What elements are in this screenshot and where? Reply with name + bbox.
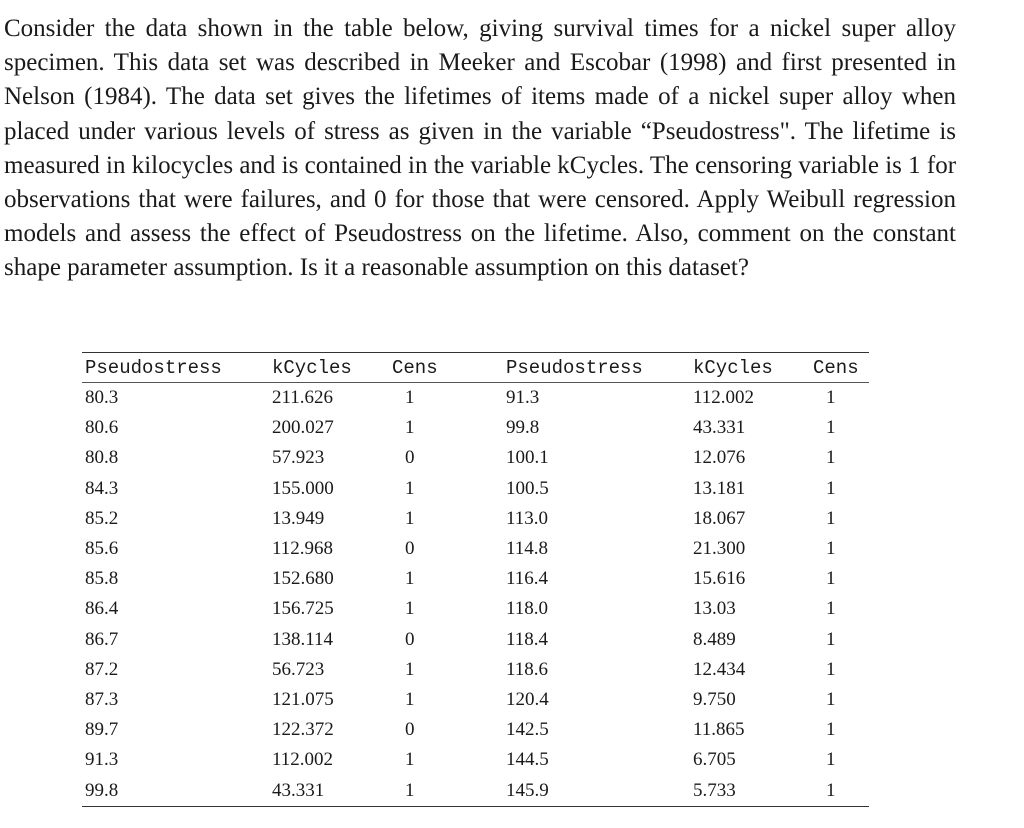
pseudostress-cell: 86.4 [85,598,119,620]
kcycles-cell: 12.076 [693,447,746,469]
kcycles-cell: 156.725 [272,598,334,620]
cens-cell: 1 [826,658,836,680]
kcycles-cell: 200.027 [272,417,334,439]
pseudostress-cell: 87.2 [85,658,119,680]
cens-cell: 0 [405,538,415,560]
table-row [82,685,869,715]
header-pseudostress: Pseudostress [82,353,269,383]
cens-cell: 1 [826,477,836,499]
pseudostress-cell: 89.7 [85,719,119,741]
table-row [82,715,869,745]
table-row [82,383,869,414]
pseudostress-cell: 87.3 [85,688,119,710]
kcycles-cell: 112.968 [272,538,334,560]
pseudostress-cell: 144.5 [506,749,549,771]
kcycles-cell: 211.626 [272,387,334,409]
cens-cell: 0 [405,628,415,650]
cens-cell: 1 [826,749,836,771]
pseudostress-cell: 91.3 [506,387,540,409]
kcycles-cell: 112.002 [693,387,755,409]
table-body [82,383,869,807]
header-pseudostress-2: Pseudostress [503,353,690,383]
cens-cell: 1 [405,598,415,620]
cens-cell: 1 [405,658,415,680]
kcycles-cell: 11.865 [693,719,745,741]
cens-cell: 1 [405,749,415,771]
cens-cell: 0 [405,719,415,741]
pseudostress-cell: 120.4 [506,688,549,710]
pseudostress-cell: 100.1 [506,447,549,469]
cens-cell: 1 [405,568,415,590]
table-row [82,534,869,564]
table-row [82,504,869,534]
cens-cell: 1 [405,507,415,529]
cens-cell: 1 [405,417,415,439]
kcycles-cell: 43.331 [693,417,746,439]
table-row [82,655,869,685]
pseudostress-cell: 80.6 [85,417,119,439]
cens-cell: 0 [405,447,415,469]
cens-cell: 1 [405,477,415,499]
pseudostress-cell: 116.4 [506,568,549,590]
kcycles-cell: 122.372 [272,719,334,741]
kcycles-cell: 112.002 [272,749,334,771]
pseudostress-cell: 118.4 [506,628,549,650]
table-header-row [82,353,869,383]
header-kcycles-2: kCycles [690,353,810,383]
kcycles-cell: 57.923 [272,447,325,469]
cens-cell: 1 [826,568,836,590]
kcycles-cell: 13.03 [693,598,736,620]
cens-cell: 1 [826,507,836,529]
pseudostress-cell: 114.8 [506,538,549,560]
pseudostress-cell: 85.2 [85,507,119,529]
header-cens-2: Cens [810,353,869,383]
pseudostress-cell: 80.3 [85,387,119,409]
header-kcycles: kCycles [269,353,389,383]
cens-cell: 1 [826,387,836,409]
kcycles-cell: 152.680 [272,568,334,590]
pseudostress-cell: 84.3 [85,477,119,499]
pseudostress-cell: 86.7 [85,628,119,650]
pseudostress-cell: 118.0 [506,598,549,620]
cens-cell: 1 [826,538,836,560]
cens-cell: 1 [810,775,869,806]
kcycles-cell: 56.723 [272,658,325,680]
cens-cell: 1 [389,775,503,806]
table-row [82,564,869,594]
data-table [82,352,869,807]
kcycles-cell: 121.075 [272,688,334,710]
kcycles-cell: 13.181 [693,477,746,499]
kcycles-cell: 12.434 [693,658,746,680]
kcycles-cell: 43.331 [269,775,389,806]
cens-cell: 1 [826,719,836,741]
pseudostress-cell: 99.8 [82,775,269,806]
cens-cell: 1 [826,447,836,469]
pseudostress-cell: 85.6 [85,538,119,560]
table-row [82,594,869,624]
kcycles-cell: 155.000 [272,477,334,499]
table-row [82,775,869,806]
cens-cell: 1 [405,387,415,409]
table-row [82,625,869,655]
header-cens: Cens [389,353,503,383]
kcycles-cell: 138.114 [272,628,334,650]
pseudostress-cell: 100.5 [506,477,549,499]
table-row [82,474,869,504]
pseudostress-cell: 145.9 [503,775,690,806]
table-row [82,413,869,443]
kcycles-cell: 18.067 [693,507,746,529]
pseudostress-cell: 99.8 [506,417,540,439]
kcycles-cell: 5.733 [690,775,810,806]
pseudostress-cell: 80.8 [85,447,119,469]
kcycles-cell: 15.616 [693,568,746,590]
pseudostress-cell: 142.5 [506,719,549,741]
kcycles-cell: 21.300 [693,538,746,560]
kcycles-cell: 8.489 [693,628,736,650]
pseudostress-cell: 91.3 [85,749,119,771]
cens-cell: 1 [826,688,836,710]
pseudostress-cell: 118.6 [506,658,549,680]
cens-cell: 1 [826,417,836,439]
kcycles-cell: 13.949 [272,507,325,529]
pseudostress-cell: 85.8 [85,568,119,590]
table-row [82,443,869,473]
question-text: Consider the data shown in the table below, giving survival times for a nickel super alloy specimen. This data set was described in Meeker and Escobar (1998) and first presented in Nelson (1984). The data set gives the lifetimes of items made of a nickel super alloy when placed under various levels of stress as given in the variable “Pseudostress". The lifetime is measured in kilocycles and is contained in the variable kCycles. The censoring variable is 1 for observations that were failures, and 0 for those that were censored. Apply Weibull regression models and assess the effect of Pseudostress on the lifetime. Also, comment on the constant shape parameter assumption. Is it a reasonable assumption on this dataset? [4,15,957,282]
cens-cell: 1 [826,598,836,620]
cens-cell: 1 [405,688,415,710]
kcycles-cell: 9.750 [693,688,736,710]
pseudostress-cell: 113.0 [506,507,549,529]
cens-cell: 1 [826,628,836,650]
kcycles-cell: 6.705 [693,749,736,771]
table-row [82,745,869,775]
